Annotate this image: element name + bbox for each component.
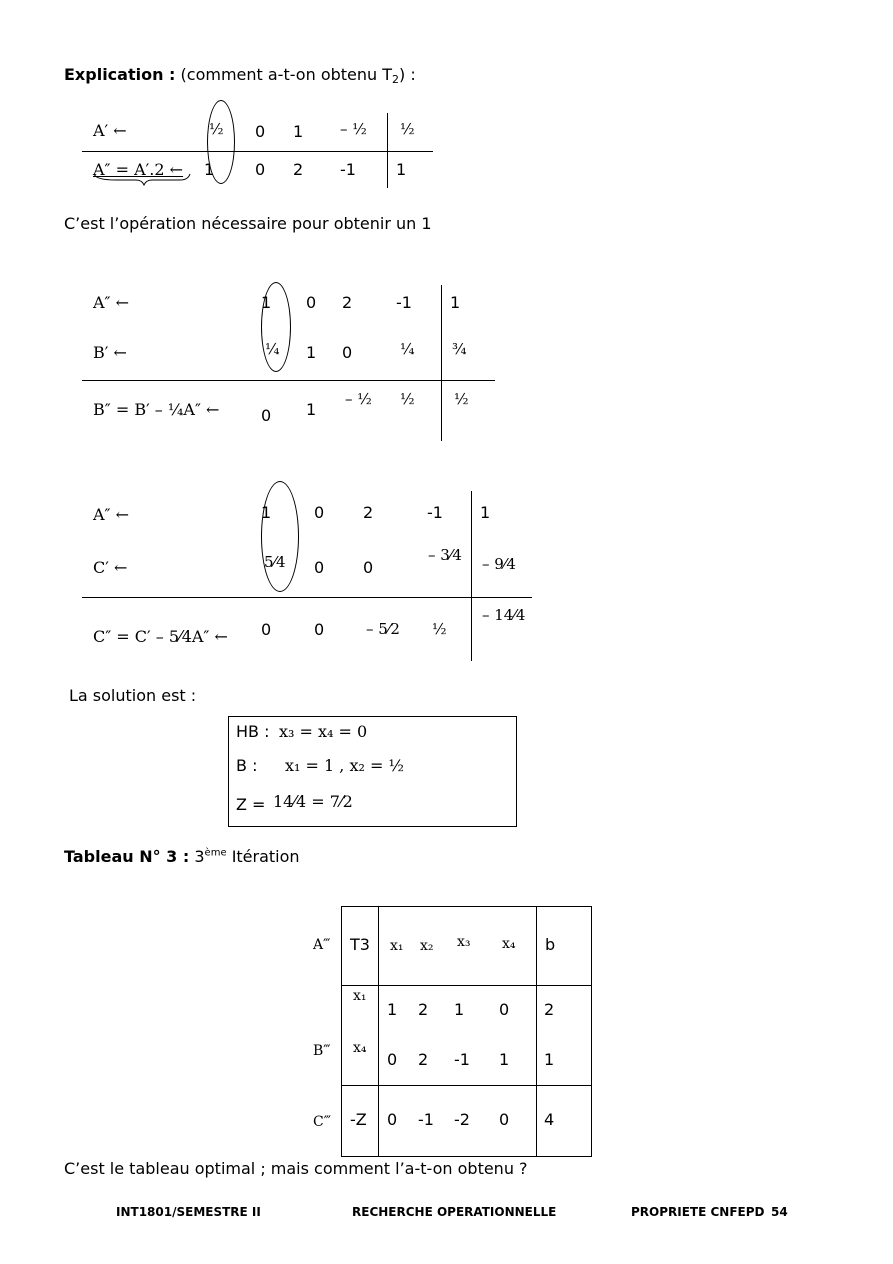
cell: – 5⁄2 bbox=[366, 620, 400, 638]
cell: 2 bbox=[363, 503, 374, 522]
cell: 0 bbox=[342, 343, 353, 362]
cell: ½ bbox=[400, 120, 415, 138]
row-label-a-double-prime: A″ ← bbox=[93, 505, 130, 524]
b-cell: 1 bbox=[544, 1050, 555, 1069]
solution-intro: La solution est : bbox=[69, 686, 197, 705]
basis-cell: x₄ bbox=[353, 1040, 367, 1056]
pivot-oval bbox=[261, 282, 291, 372]
header-cell: x₂ bbox=[420, 938, 434, 954]
tableau-title-rest: Itération bbox=[231, 847, 300, 866]
b-header: b bbox=[545, 935, 556, 954]
cell: 0 bbox=[314, 620, 325, 639]
cell: ½ bbox=[432, 620, 447, 638]
hb-label: HB : bbox=[236, 722, 270, 741]
explication-label: Explication : bbox=[64, 65, 176, 84]
row-label-c-prime: C′ ← bbox=[93, 558, 128, 577]
table-cell: 0 bbox=[387, 1110, 398, 1129]
cell: 0 bbox=[261, 620, 272, 639]
row-label-a-triple-prime: A‴ bbox=[313, 937, 331, 953]
cell: 1 bbox=[204, 160, 215, 179]
pivot-oval bbox=[261, 481, 299, 592]
cell: ½ bbox=[400, 390, 415, 408]
cell: – ½ bbox=[340, 120, 367, 138]
row-label-b-triple-prime: B‴ bbox=[313, 1043, 331, 1059]
header-cell: x₁ bbox=[390, 938, 404, 954]
basis-cell: x₁ bbox=[353, 988, 367, 1004]
basis-cell: -Z bbox=[350, 1110, 367, 1129]
cell: ½ bbox=[209, 120, 224, 138]
cell: 0 bbox=[314, 558, 325, 577]
b-cell: 2 bbox=[544, 1000, 555, 1019]
b-cell: 4 bbox=[544, 1110, 555, 1129]
sentence-pivot: C’est l’opération nécessaire pour obtenir un 1 bbox=[64, 214, 432, 233]
cell: 1 bbox=[306, 400, 317, 419]
cell: 0 bbox=[261, 406, 272, 425]
rhs-separator bbox=[441, 285, 442, 441]
cell: – ½ bbox=[345, 390, 372, 408]
explication-text-end: ) : bbox=[399, 65, 416, 84]
cell: – 3⁄4 bbox=[428, 546, 462, 564]
cell: 2 bbox=[293, 160, 304, 179]
cell: 1 bbox=[450, 293, 461, 312]
column-separator bbox=[536, 906, 537, 1156]
divider-line bbox=[82, 380, 495, 381]
tableau-title-label: Tableau N° 3 : bbox=[64, 847, 190, 866]
row-label-c-double-prime: C″ = C′ – 5⁄4A″ ← bbox=[93, 627, 228, 646]
cell: ¾ bbox=[452, 340, 467, 358]
column-separator bbox=[378, 906, 379, 1156]
table-cell: -1 bbox=[454, 1050, 470, 1069]
table-cell: 1 bbox=[499, 1050, 510, 1069]
row-label-b-double-prime: B″ = B′ – ¼A″ ← bbox=[93, 400, 220, 419]
table-cell: 1 bbox=[387, 1000, 398, 1019]
footer-center: RECHERCHE OPERATIONNELLE bbox=[352, 1205, 557, 1219]
cell: 2 bbox=[342, 293, 353, 312]
cell: ¼ bbox=[265, 340, 280, 358]
b-label: B : bbox=[236, 756, 258, 775]
cell: – 9⁄4 bbox=[482, 555, 516, 573]
cell: 1 bbox=[261, 293, 272, 312]
table-cell: 0 bbox=[387, 1050, 398, 1069]
table-cell: 2 bbox=[418, 1050, 429, 1069]
table-cell: 2 bbox=[418, 1000, 429, 1019]
row-separator bbox=[341, 985, 591, 986]
tableau-3-title bbox=[64, 847, 300, 866]
cell: 0 bbox=[255, 160, 266, 179]
table-cell: 0 bbox=[499, 1110, 510, 1129]
table-cell: 1 bbox=[454, 1000, 465, 1019]
row-label-c-triple-prime: C‴ bbox=[313, 1114, 331, 1130]
brace-icon bbox=[92, 172, 192, 186]
hb-value: x₃ = x₄ = 0 bbox=[279, 722, 368, 741]
solution-box bbox=[228, 716, 517, 827]
footer-left: INT1801/SEMESTRE II bbox=[116, 1205, 261, 1219]
table-cell: -1 bbox=[418, 1110, 434, 1129]
header-cell: x₃ bbox=[457, 934, 471, 950]
cell: 1 bbox=[396, 160, 407, 179]
cell: 0 bbox=[314, 503, 325, 522]
footer-right: PROPRIETE CNFEPD bbox=[631, 1205, 765, 1219]
cell: 5⁄4 bbox=[264, 553, 286, 571]
table-cell: -2 bbox=[454, 1110, 470, 1129]
cell: ¼ bbox=[400, 340, 415, 358]
cell: 1 bbox=[261, 503, 272, 522]
row-label-a-double-prime: A″ = A′.2 ← bbox=[93, 160, 184, 179]
table-cell: 0 bbox=[499, 1000, 510, 1019]
rhs-separator bbox=[387, 113, 388, 188]
tableau-title-number: 3 bbox=[194, 847, 205, 866]
row-label-b-prime: B′ ← bbox=[93, 343, 127, 362]
b-value: x₁ = 1 , x₂ = ½ bbox=[285, 756, 404, 775]
cell: 0 bbox=[363, 558, 374, 577]
z-value: 14⁄4 = 7⁄2 bbox=[273, 792, 353, 811]
cell: ½ bbox=[454, 390, 469, 408]
cell: 1 bbox=[480, 503, 491, 522]
tableau-corner: T3 bbox=[350, 935, 370, 954]
sentence-optimal: C’est le tableau optimal ; mais comment l’a-t-on obtenu ? bbox=[64, 1159, 528, 1178]
rhs-separator bbox=[471, 491, 472, 661]
row-separator bbox=[341, 1085, 591, 1086]
cell: 1 bbox=[293, 122, 304, 141]
divider-line bbox=[82, 151, 433, 152]
row-label-a-prime: A′ ← bbox=[93, 121, 127, 140]
divider-line bbox=[82, 597, 532, 598]
cell: -1 bbox=[340, 160, 356, 179]
cell: 0 bbox=[255, 122, 266, 141]
tableau-title-superscript: ème bbox=[204, 847, 227, 859]
row-label-a-double-prime: A″ ← bbox=[93, 293, 130, 312]
cell: -1 bbox=[396, 293, 412, 312]
cell: -1 bbox=[427, 503, 443, 522]
cell: 1 bbox=[306, 343, 317, 362]
page-number: 54 bbox=[771, 1205, 788, 1219]
z-label: Z = bbox=[236, 795, 266, 814]
explication-text: (comment a-t-on obtenu T bbox=[180, 65, 393, 84]
explication-subscript: 2 bbox=[392, 73, 400, 86]
explication-heading bbox=[64, 65, 416, 86]
header-cell: x₄ bbox=[502, 936, 516, 952]
cell: – 14⁄4 bbox=[482, 606, 526, 624]
cell: 0 bbox=[306, 293, 317, 312]
